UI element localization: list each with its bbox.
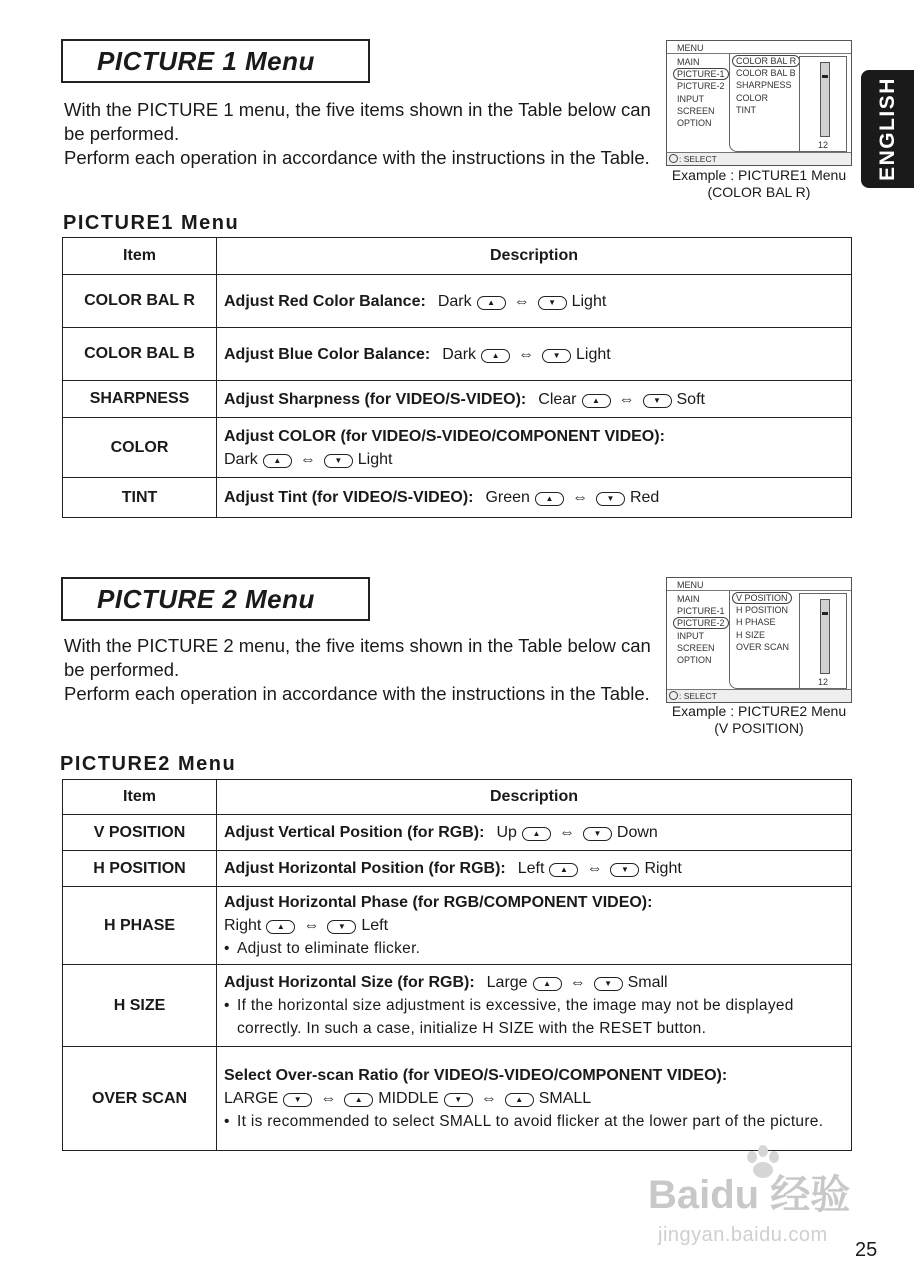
range-start: Dark	[224, 450, 258, 468]
row-description	[217, 815, 852, 851]
description-note	[224, 994, 844, 1040]
range-end: Small	[627, 974, 668, 991]
down-button-icon: ▼	[596, 492, 625, 506]
description-range	[538, 391, 705, 408]
screen-menu-item-label: SCREEN	[677, 105, 715, 116]
table-row	[63, 381, 852, 418]
row-item: H PHASE	[63, 887, 217, 965]
description-range	[442, 346, 610, 363]
range-middle: MIDDLE	[378, 1090, 439, 1107]
screen-adjust-value: 12	[817, 140, 828, 150]
range-end: Left	[361, 917, 389, 934]
screen-menu-item-label: OPTION	[677, 655, 712, 666]
table-row	[63, 478, 852, 518]
range-start: Dark	[442, 345, 477, 363]
picture2-caption	[660, 703, 858, 737]
range-start: Up	[496, 824, 517, 841]
picture1-table	[62, 237, 852, 518]
picture1-caption	[660, 167, 858, 201]
screen-menu-item	[677, 605, 729, 617]
description-range	[224, 448, 844, 471]
picture1-title: PICTURE 1 Menu	[61, 39, 370, 83]
picture1-intro	[64, 98, 654, 170]
screen-menu-item	[677, 642, 729, 654]
caption-line1: Example : PICTURE1 Menu	[671, 167, 847, 183]
description-line	[224, 388, 844, 411]
picture2-table-heading: PICTURE2 Menu	[60, 753, 237, 775]
screen-menu-item-label: PICTURE-2	[673, 617, 729, 629]
screen-select-label: : SELECT	[679, 691, 717, 701]
range-end: SMALL	[538, 1090, 592, 1107]
screen-select-bar	[667, 152, 851, 165]
up-button-icon: ▲	[522, 827, 551, 841]
screen-submenu-item	[736, 641, 801, 653]
row-item: COLOR BAL B	[63, 328, 217, 381]
description-label: Adjust COLOR (for VIDEO/S-VIDEO/COMPONENT VIDEO):	[224, 427, 665, 445]
range-end: Red	[629, 489, 660, 506]
up-button-icon: ▲	[481, 349, 510, 363]
screen-menu-item	[677, 630, 729, 642]
picture2-intro-text	[64, 634, 654, 706]
up-button-icon: ▲	[344, 1093, 373, 1107]
double-arrow-icon: ⇔	[618, 390, 635, 408]
select-icon	[669, 691, 678, 700]
bullet-icon: •	[224, 1113, 230, 1130]
row-item: TINT	[63, 478, 217, 518]
screen-adjust-bar	[799, 56, 847, 152]
screen-menu-item-label: INPUT	[677, 93, 704, 104]
picture1-intro-text	[64, 98, 654, 170]
down-button-icon: ▼	[538, 296, 567, 310]
table-row	[63, 418, 852, 478]
screen-menu-item-label: PICTURE-1	[677, 606, 725, 617]
select-icon	[669, 154, 678, 163]
range-start: Large	[486, 974, 528, 991]
down-button-icon: ▼	[643, 394, 672, 408]
screen-submenu-item	[736, 616, 801, 628]
range-end: Soft	[676, 390, 705, 408]
up-button-icon: ▲	[266, 920, 295, 934]
table-row	[63, 851, 852, 887]
down-button-icon: ▼	[594, 977, 623, 991]
screen-submenu-item-label: H PHASE	[736, 617, 776, 628]
description-line	[224, 343, 844, 366]
caption-line1: Example : PICTURE2 Menu	[671, 703, 847, 719]
double-arrow-icon: ⇔	[558, 824, 575, 841]
picture2-example-screen	[666, 577, 852, 703]
up-button-icon: ▲	[535, 492, 564, 506]
description-line	[224, 486, 844, 509]
up-button-icon: ▲	[582, 394, 611, 408]
table-header-row	[63, 238, 852, 275]
column-header-description: Description	[217, 780, 852, 815]
screen-menu-item	[677, 654, 729, 666]
description-label: Adjust Horizontal Size (for RGB):	[224, 974, 475, 991]
screen-submenu-item-label: COLOR BAL R	[732, 55, 800, 67]
double-arrow-icon: ⇔	[513, 292, 530, 310]
row-description	[217, 328, 852, 381]
table-row	[63, 275, 852, 328]
table-header-row	[63, 780, 852, 815]
screen-sub-menu	[729, 591, 801, 689]
description-line	[224, 1064, 844, 1087]
description-line	[224, 891, 844, 914]
intro-paragraph: With the PICTURE 1 menu, the five items shown in the Table below can be performed.	[64, 99, 651, 144]
description-line	[224, 290, 844, 313]
screen-menu-item	[677, 68, 729, 80]
screen-submenu-item-label: H SIZE	[736, 629, 766, 640]
up-button-icon: ▲	[263, 454, 292, 468]
screen-submenu-item	[736, 592, 801, 604]
down-button-icon: ▼	[327, 920, 356, 934]
double-arrow-icon: ⇔	[571, 489, 588, 506]
description-label: Adjust Sharpness (for VIDEO/S-VIDEO):	[224, 390, 527, 408]
baidu-watermark	[648, 1145, 863, 1245]
description-range	[485, 489, 659, 506]
down-button-icon: ▼	[283, 1093, 312, 1107]
row-item: H SIZE	[63, 965, 217, 1047]
table-row	[63, 965, 852, 1047]
screen-submenu-item	[736, 55, 801, 67]
column-header-item: Item	[63, 780, 217, 815]
description-note	[224, 937, 844, 960]
column-header-description: Description	[217, 238, 852, 275]
row-description	[217, 381, 852, 418]
row-item: V POSITION	[63, 815, 217, 851]
row-description	[217, 275, 852, 328]
range-start: Left	[517, 860, 545, 877]
description-label: Adjust Blue Color Balance:	[224, 345, 431, 363]
intro-paragraph: Perform each operation in accordance with the instructions in the Table.	[64, 683, 650, 704]
range-start: Clear	[538, 390, 577, 408]
up-button-icon: ▲	[549, 863, 578, 877]
row-description	[217, 887, 852, 965]
watermark-text: Baidu 经验	[648, 1173, 851, 1217]
screen-menu-item-label: MAIN	[677, 594, 700, 604]
language-tab-label: ENGLISH	[875, 77, 899, 181]
range-start: LARGE	[224, 1090, 279, 1107]
screen-menu-item	[677, 105, 729, 117]
screen-menu-item	[677, 593, 729, 605]
screen-menu-item	[677, 56, 729, 68]
description-range	[496, 824, 657, 841]
down-button-icon: ▼	[324, 454, 353, 468]
intro-paragraph: With the PICTURE 2 menu, the five items shown in the Table below can be performed.	[64, 635, 651, 680]
screen-submenu-item-label: H POSITION	[736, 605, 789, 616]
up-button-icon: ▲	[533, 977, 562, 991]
row-item: H POSITION	[63, 851, 217, 887]
note-text: If the horizontal size adjustment is excessive, the image may not be displayed correctly. In such a case, initialize H SIZE with the RESET button.	[237, 997, 794, 1037]
range-end: Right	[644, 860, 682, 877]
up-button-icon: ▲	[505, 1093, 534, 1107]
description-line	[224, 425, 844, 448]
down-button-icon: ▼	[583, 827, 612, 841]
screen-main-menu	[677, 593, 729, 666]
table-row	[63, 1047, 852, 1151]
note-text: Adjust to eliminate flicker.	[237, 940, 421, 957]
screen-menu-item	[677, 117, 729, 129]
screen-menu-item	[677, 93, 729, 105]
description-label: Adjust Horizontal Position (for RGB):	[224, 860, 506, 877]
screen-main-menu	[677, 56, 729, 129]
screen-submenu-item-label: SHARPNESS	[736, 80, 792, 91]
screen-submenu-item	[736, 604, 801, 616]
row-item: COLOR BAL R	[63, 275, 217, 328]
double-arrow-icon: ⇔	[320, 1090, 337, 1107]
row-description	[217, 418, 852, 478]
screen-submenu-item-label: COLOR	[736, 92, 769, 103]
screen-submenu-item	[736, 67, 801, 79]
picture2-table	[62, 779, 852, 1151]
screen-submenu-item	[736, 92, 801, 104]
screen-submenu-item	[736, 79, 801, 91]
screen-menu-item-label: SCREEN	[677, 642, 715, 653]
double-arrow-icon: ⇔	[518, 345, 535, 363]
down-button-icon: ▼	[444, 1093, 473, 1107]
range-start: Green	[485, 489, 530, 506]
description-range	[438, 293, 606, 310]
double-arrow-icon: ⇔	[586, 860, 603, 877]
range-end: Light	[571, 292, 607, 310]
picture2-intro	[64, 634, 654, 706]
screen-menu-item	[677, 617, 729, 629]
table-row	[63, 328, 852, 381]
bullet-icon: •	[224, 997, 230, 1014]
range-end: Light	[576, 345, 611, 363]
screen-menu-item	[677, 80, 729, 92]
range-start: Dark	[437, 292, 472, 310]
range-end: Light	[357, 450, 393, 468]
screen-submenu-item	[736, 629, 801, 641]
screen-submenu-item-label: COLOR BAL B	[736, 68, 796, 79]
screen-submenu-item-label: V POSITION	[732, 592, 792, 604]
screen-submenu-item-label: TINT	[736, 104, 756, 115]
column-header-item: Item	[63, 238, 217, 275]
screen-select-label: : SELECT	[679, 154, 717, 164]
range-start: Right	[224, 917, 262, 934]
description-label: Select Over-scan Ratio (for VIDEO/S-VIDEO/COMPONENT VIDEO):	[224, 1067, 728, 1084]
down-button-icon: ▼	[610, 863, 639, 877]
row-item: OVER SCAN	[63, 1047, 217, 1151]
row-description	[217, 965, 852, 1047]
screen-adjust-bar	[799, 593, 847, 689]
bullet-icon: •	[224, 940, 230, 957]
screen-menu-item-label: PICTURE-1	[673, 68, 729, 80]
screen-submenu-item-label: OVER SCAN	[736, 641, 790, 652]
screen-adjust-value: 12	[817, 677, 828, 687]
description-line	[224, 821, 844, 844]
note-text: It is recommended to select SMALL to avoid flicker at the lower part of the picture.	[237, 1113, 824, 1130]
row-item: COLOR	[63, 418, 217, 478]
screen-menu-label: MENU	[677, 43, 704, 53]
row-description	[217, 1047, 852, 1151]
double-arrow-icon: ⇔	[299, 450, 316, 468]
screen-submenu-item	[736, 104, 801, 116]
caption-line2: (COLOR BAL R)	[707, 184, 811, 200]
description-line	[224, 857, 844, 880]
table-row	[63, 887, 852, 965]
screen-menu-item-label: INPUT	[677, 630, 704, 641]
language-tab	[861, 70, 914, 188]
caption-line2: (V POSITION)	[714, 720, 804, 736]
description-range	[487, 974, 668, 991]
picture1-example-screen	[666, 40, 852, 166]
screen-menu-label: MENU	[677, 580, 704, 590]
screen-menu-item-label: PICTURE-2	[677, 81, 725, 92]
description-range	[224, 914, 844, 937]
row-description	[217, 851, 852, 887]
down-button-icon: ▼	[542, 349, 571, 363]
page-number: 25	[855, 1239, 878, 1261]
description-range	[518, 860, 682, 877]
range-end: Down	[616, 824, 658, 841]
screen-select-bar	[667, 689, 851, 702]
description-range	[224, 1087, 844, 1110]
row-item: SHARPNESS	[63, 381, 217, 418]
row-description	[217, 478, 852, 518]
screen-menu-item-label: OPTION	[677, 118, 712, 129]
double-arrow-icon: ⇔	[303, 917, 320, 934]
intro-paragraph: Perform each operation in accordance with the instructions in the Table.	[64, 147, 650, 168]
up-button-icon: ▲	[477, 296, 506, 310]
double-arrow-icon: ⇔	[569, 974, 586, 991]
picture2-title: PICTURE 2 Menu	[61, 577, 370, 621]
table-row	[63, 815, 852, 851]
description-label: Adjust Horizontal Phase (for RGB/COMPONENT VIDEO):	[224, 894, 653, 911]
screen-sub-menu	[729, 54, 801, 152]
watermark-url: jingyan.baidu.com	[658, 1224, 828, 1246]
picture1-table-heading: PICTURE1 Menu	[63, 212, 240, 234]
description-note	[224, 1110, 844, 1133]
description-line	[224, 971, 844, 994]
screen-menu-item-label: MAIN	[677, 57, 700, 67]
double-arrow-icon: ⇔	[480, 1090, 497, 1107]
description-label: Adjust Tint (for VIDEO/S-VIDEO):	[224, 489, 474, 506]
description-label: Adjust Vertical Position (for RGB):	[224, 824, 485, 841]
description-label: Adjust Red Color Balance:	[224, 292, 426, 310]
